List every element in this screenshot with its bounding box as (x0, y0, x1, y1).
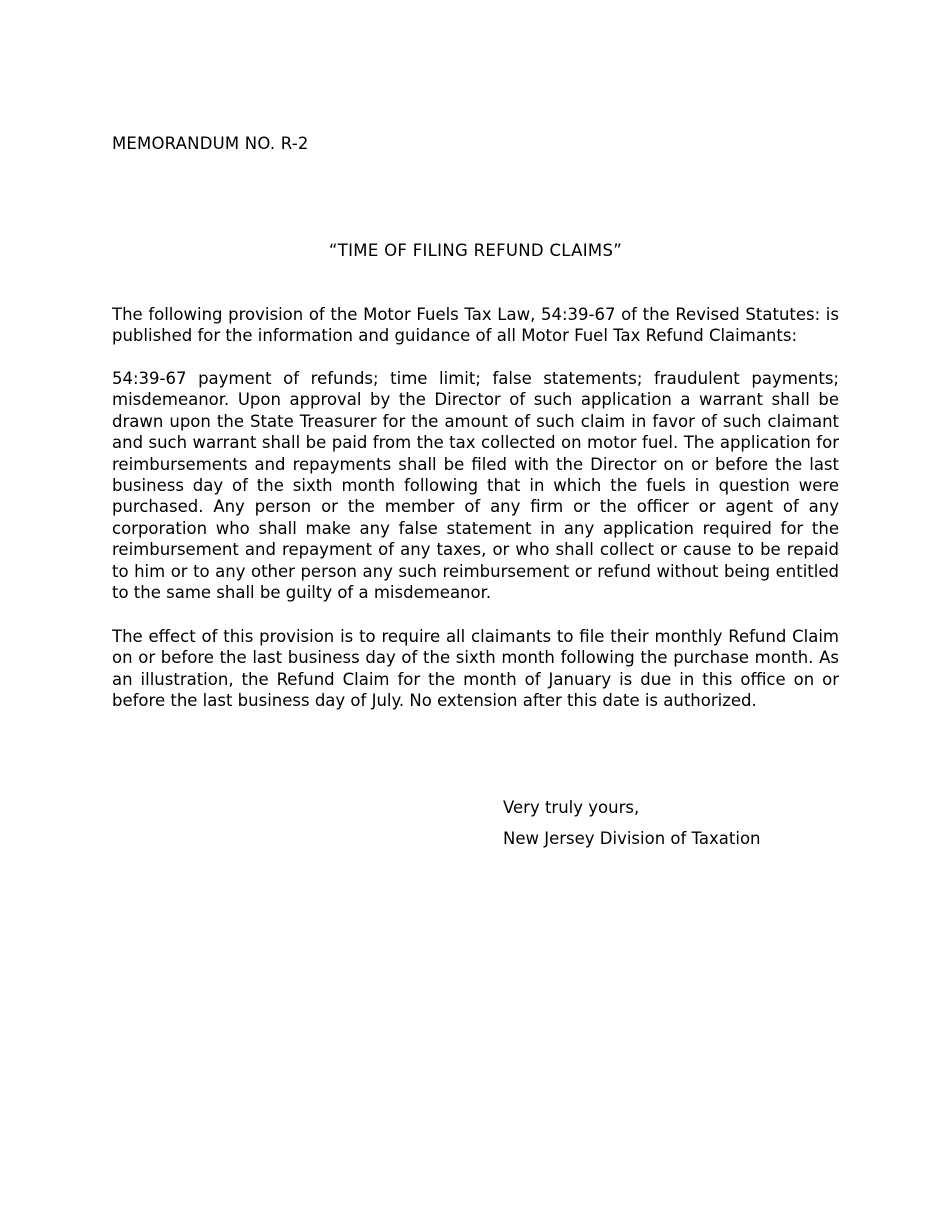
memo-number: MEMORANDUM NO. R-2 (112, 134, 309, 153)
effect-paragraph: The effect of this provision is to require all claimants to file their monthly Refund Claim on or before the last business day of the sixth month following the purchase month. As an illustration, the Refund Claim for the month of January is due in this office on or before the last business day of July. No extension after this date is authorized. (112, 627, 839, 711)
document-title: “TIME OF FILING REFUND CLAIMS” (328, 241, 623, 260)
closing-salutation: Very truly yours, (503, 798, 640, 817)
intro-paragraph: The following provision of the Motor Fuels Tax Law, 54:39-67 of the Revised Statutes: is published for the information and guidance of all Motor Fuel Tax Refund Claimants: (112, 305, 839, 346)
signature-line: New Jersey Division of Taxation (503, 829, 761, 848)
statute-paragraph: 54:39-67 payment of refunds; time limit; false statements; fraudulent payments; misdemeanor. Upon approval by the Director of such application a warrant shall be drawn upon the State Treasurer for the amount of such claim in favor of such claimant and such warrant shall be paid from the tax collected on motor fuel. The application for reimbursements and repayments shall be filed with the Director on or before the last business day of the sixth month following that in which the fuels in question were purchased. Any person or the member of any firm or the officer or agent of any corporation who shall make any false statement in any application required for the reimbursement and repayment of any taxes, or who shall collect or cause to be repaid to him or to any other person any such reimbursement or refund without being entitled to the same shall be guilty of a misdemeanor. (112, 369, 839, 603)
